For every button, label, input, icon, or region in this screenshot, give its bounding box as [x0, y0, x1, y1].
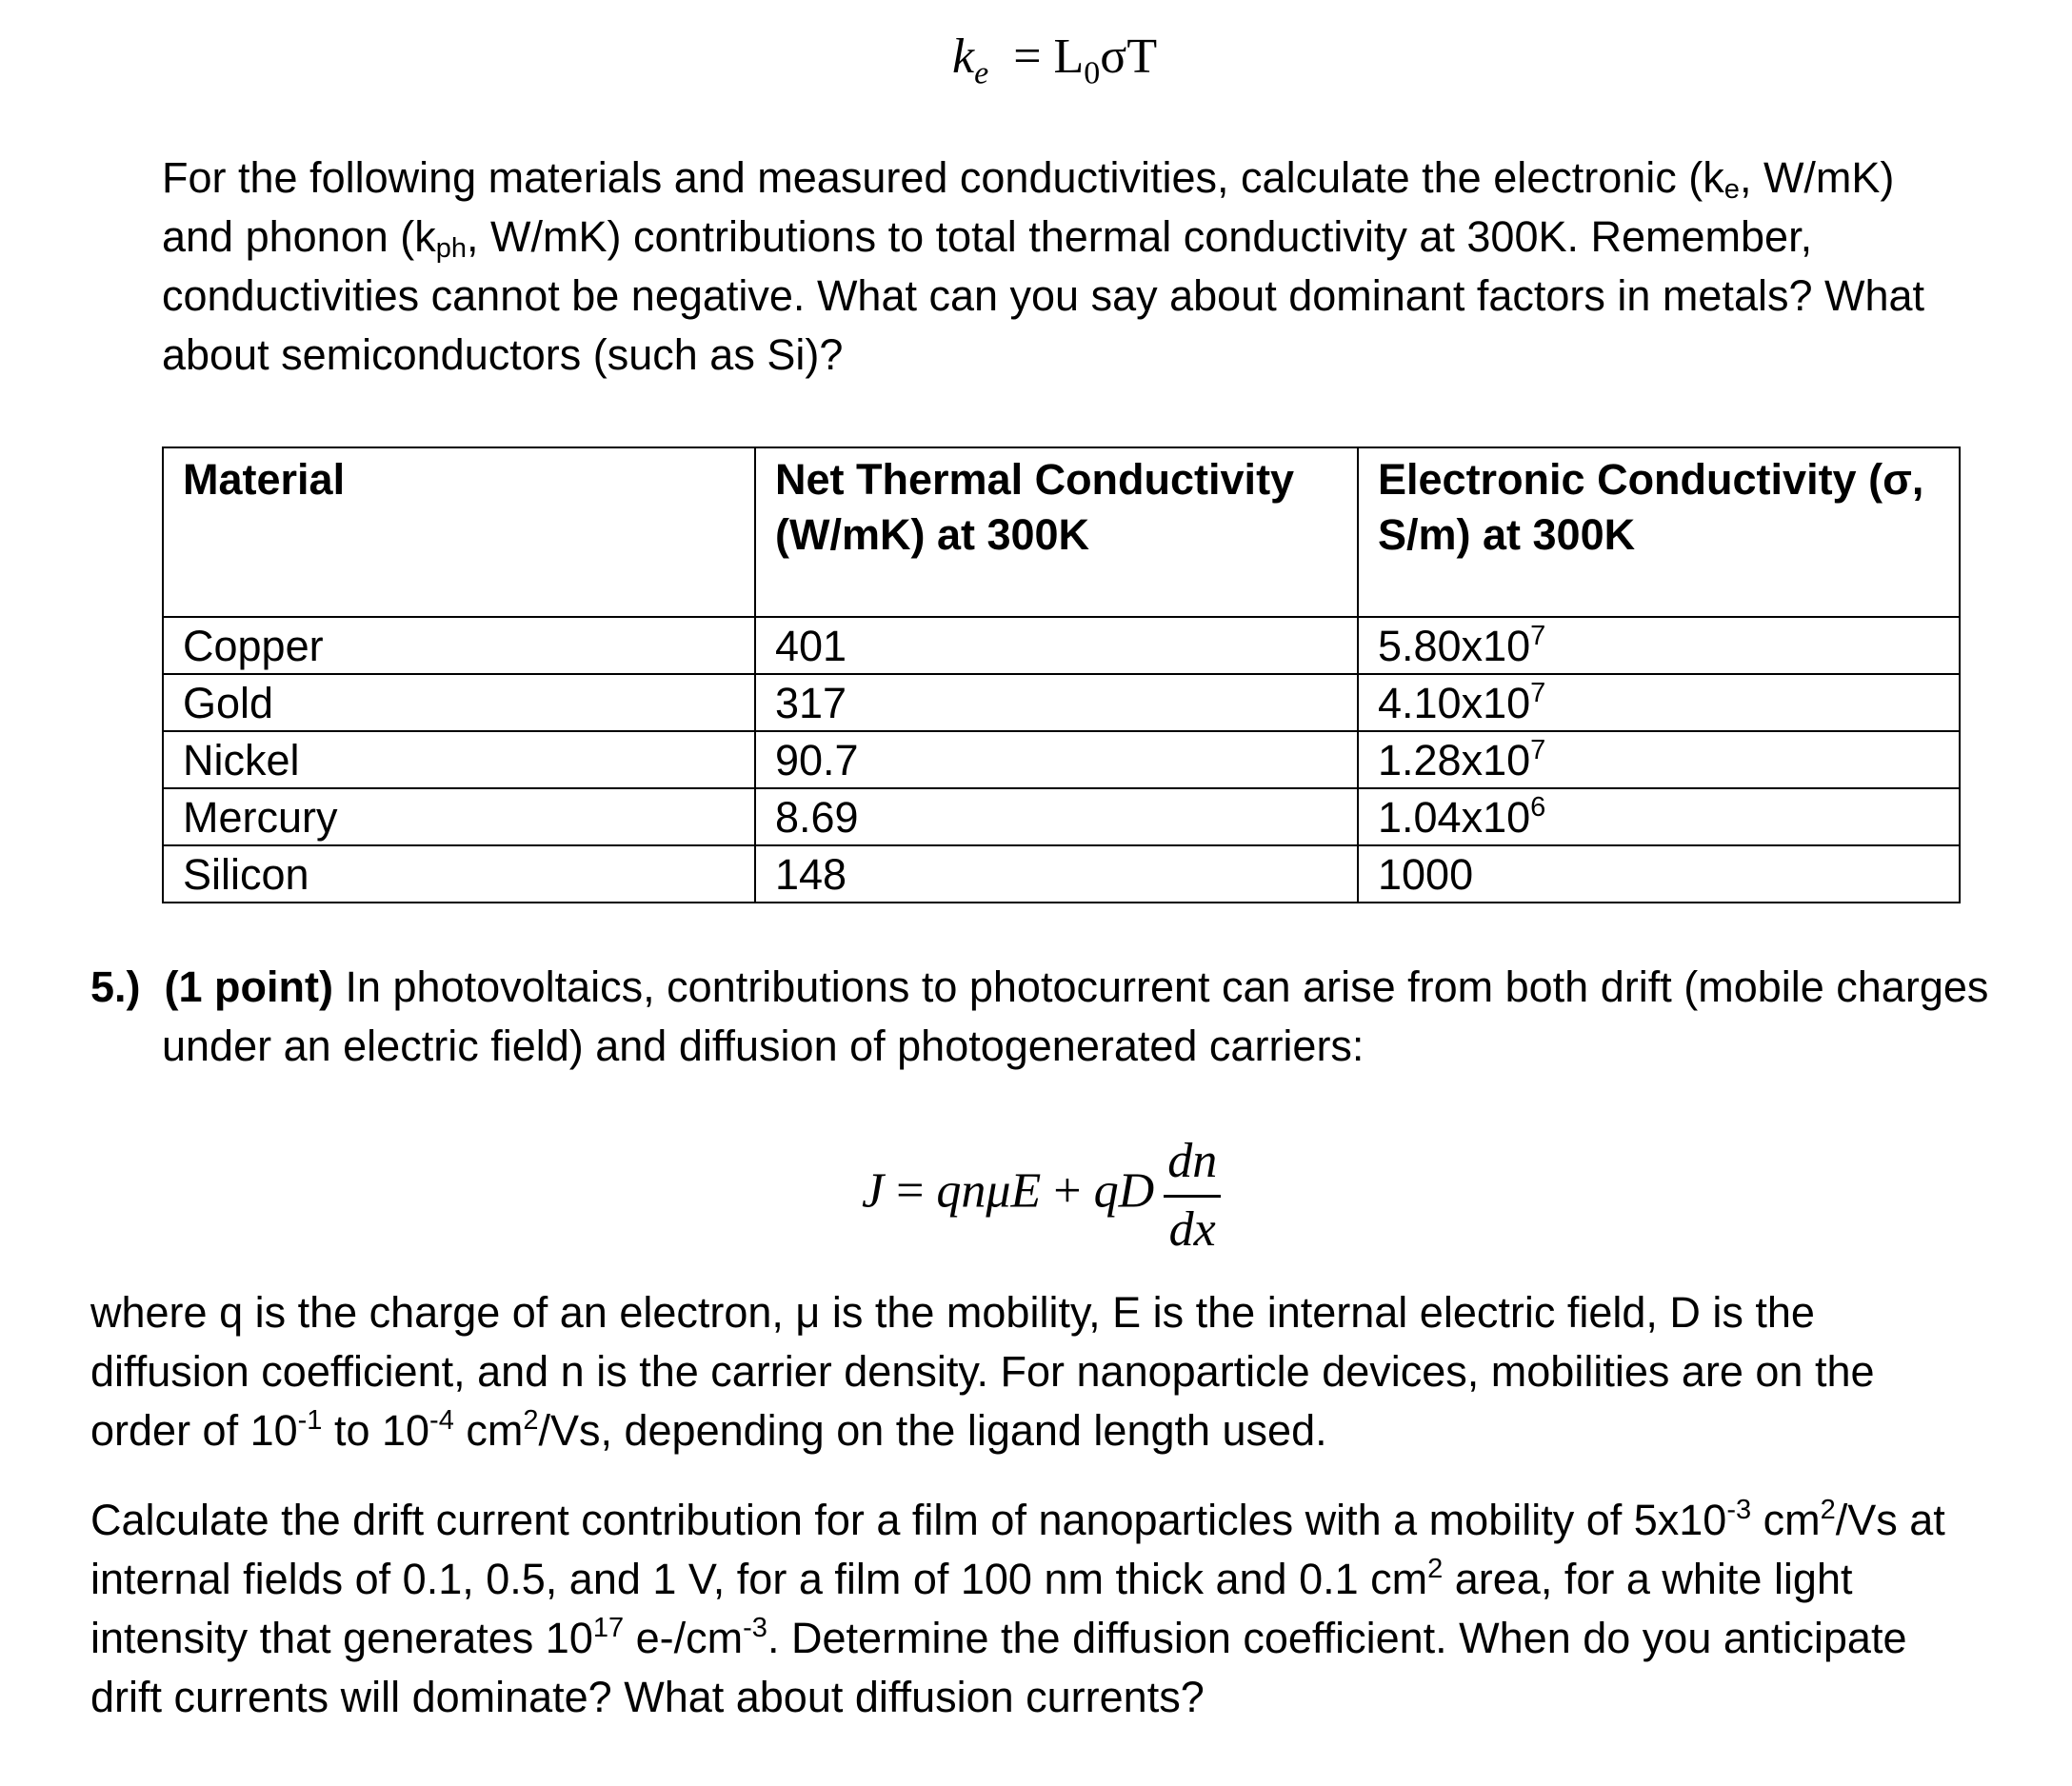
calc-text-4: area, for a white light intensity that generates 10: [90, 1555, 1853, 1662]
table-row: [163, 845, 1960, 903]
cell-sigma: [1358, 674, 1960, 731]
question-5: [90, 958, 2028, 1076]
eq1-k: k: [952, 30, 975, 84]
intro-text-3: , W/mK) contributions to total thermal conductivity at 300K. Remember, conductivities cannot be negative. What can you say about dominant factors in metals? What about semiconductors (such as Si)?: [162, 212, 1925, 379]
eq1-k-sub: e: [974, 55, 989, 91]
cell-sigma: [1358, 731, 1960, 788]
intro-text-2: , W/mK) and phonon (k: [162, 153, 1895, 261]
eq1-sigma-T: σT: [1100, 30, 1158, 84]
calc-text-2: cm: [1751, 1496, 1821, 1544]
cell-material: Nickel: [163, 731, 755, 788]
cell-material: Mercury: [163, 788, 755, 845]
question-text: In photovoltaics, contributions to photocurrent can arise from both drift (mobile charges under an electric field) and diffusion of photogenerated carriers:: [162, 962, 1989, 1070]
where-text-3: cm: [453, 1406, 524, 1455]
sigma-base: 1000: [1378, 850, 1474, 899]
question-number: 5.): [90, 962, 141, 1011]
current-density-equation: [862, 1133, 1221, 1258]
intro-text-1: For the following materials and measured conductivities, calculate the electronic (k: [162, 153, 1724, 202]
header-electronic: Electronic Conductivity (σ, S/m) at 300K: [1358, 447, 1960, 617]
cell-thermal: 317: [755, 674, 1358, 731]
where-exp-3: 2: [523, 1405, 539, 1436]
cell-sigma: [1358, 788, 1960, 845]
cell-thermal: 90.7: [755, 731, 1358, 788]
header-material: Material: [163, 447, 755, 617]
eq2-plus: +: [1041, 1163, 1094, 1219]
where-paragraph: [90, 1283, 1966, 1460]
where-text-1: where q is the charge of an electron, μ is the mobility, E is the internal electric field, D is the diffusion coefficient, and n is the carrier density. For nanoparticle devices, mobilities are on the order of 10: [90, 1288, 1875, 1455]
calc-exp-5: -3: [743, 1613, 767, 1643]
sigma-base: 5.80x10: [1378, 622, 1531, 670]
cell-material: Gold: [163, 674, 755, 731]
sigma-base: 4.10x10: [1378, 679, 1531, 727]
eq2-dx: dx: [1168, 1202, 1216, 1257]
table-header-row: [163, 447, 1960, 617]
calculation-paragraph: [90, 1491, 1971, 1727]
header-thermal: Net Thermal Conductivity (W/mK) at 300K: [755, 447, 1358, 617]
where-text-2: to 10: [322, 1406, 430, 1455]
where-exp-1: -1: [297, 1405, 323, 1436]
cell-sigma: [1358, 845, 1960, 903]
calc-text-6: . Determine the diffusion coefficient. When do you anticipate drift currents will dominate? What about diffusion currents?: [90, 1614, 1907, 1721]
question-points: (1 point): [164, 962, 333, 1011]
eq2-J: J: [862, 1163, 885, 1219]
cell-material: Silicon: [163, 845, 755, 903]
eq1-equals: =: [1001, 30, 1054, 84]
eq2-drift-term: qnμE: [936, 1163, 1042, 1219]
sigma-exp: 7: [1530, 621, 1546, 651]
where-text-4: /Vs, depending on the ligand length used.: [538, 1406, 1327, 1455]
calc-text-1: Calculate the drift current contribution for a film of nanoparticles with a mobility of 5x10: [90, 1496, 1727, 1544]
calc-text-3: /Vs at internal fields of 0.1, 0.5, and 1 V, for a film of 100 nm thick and 0.1 cm: [90, 1496, 1945, 1603]
calc-exp-4: 17: [592, 1613, 625, 1643]
sigma-exp: 7: [1530, 678, 1546, 708]
intro-paragraph: [162, 149, 1952, 385]
kph-subscript: ph: [435, 233, 467, 264]
sigma-exp: 6: [1530, 792, 1546, 823]
calc-text-5: e-/cm: [624, 1614, 744, 1662]
sigma-base: 1.28x10: [1378, 736, 1531, 784]
sigma-exp: 7: [1530, 735, 1546, 765]
table-row: [163, 731, 1960, 788]
conductivity-table: [162, 446, 1961, 903]
calc-exp-3: 2: [1427, 1554, 1444, 1584]
ke-subscript: e: [1723, 174, 1740, 205]
cell-thermal: 401: [755, 617, 1358, 674]
table-row: [163, 617, 1960, 674]
eq2-derivative: [1164, 1133, 1221, 1258]
table-row: [163, 788, 1960, 845]
cell-material: Copper: [163, 617, 755, 674]
table-row: [163, 674, 1960, 731]
cell-thermal: 8.69: [755, 788, 1358, 845]
eq2-equals: =: [884, 1163, 937, 1219]
calc-exp-1: -3: [1726, 1495, 1752, 1525]
eq2-qD: qD: [1093, 1163, 1155, 1219]
where-exp-2: -4: [429, 1405, 454, 1436]
eq2-dn: dn: [1164, 1133, 1221, 1198]
cell-thermal: 148: [755, 845, 1358, 903]
cell-sigma: [1358, 617, 1960, 674]
calc-exp-2: 2: [1820, 1495, 1836, 1525]
thermal-conductivity-equation: [952, 29, 1157, 91]
eq1-L-sub: 0: [1084, 55, 1101, 91]
eq1-L: L: [1053, 30, 1085, 84]
sigma-base: 1.04x10: [1378, 793, 1531, 842]
